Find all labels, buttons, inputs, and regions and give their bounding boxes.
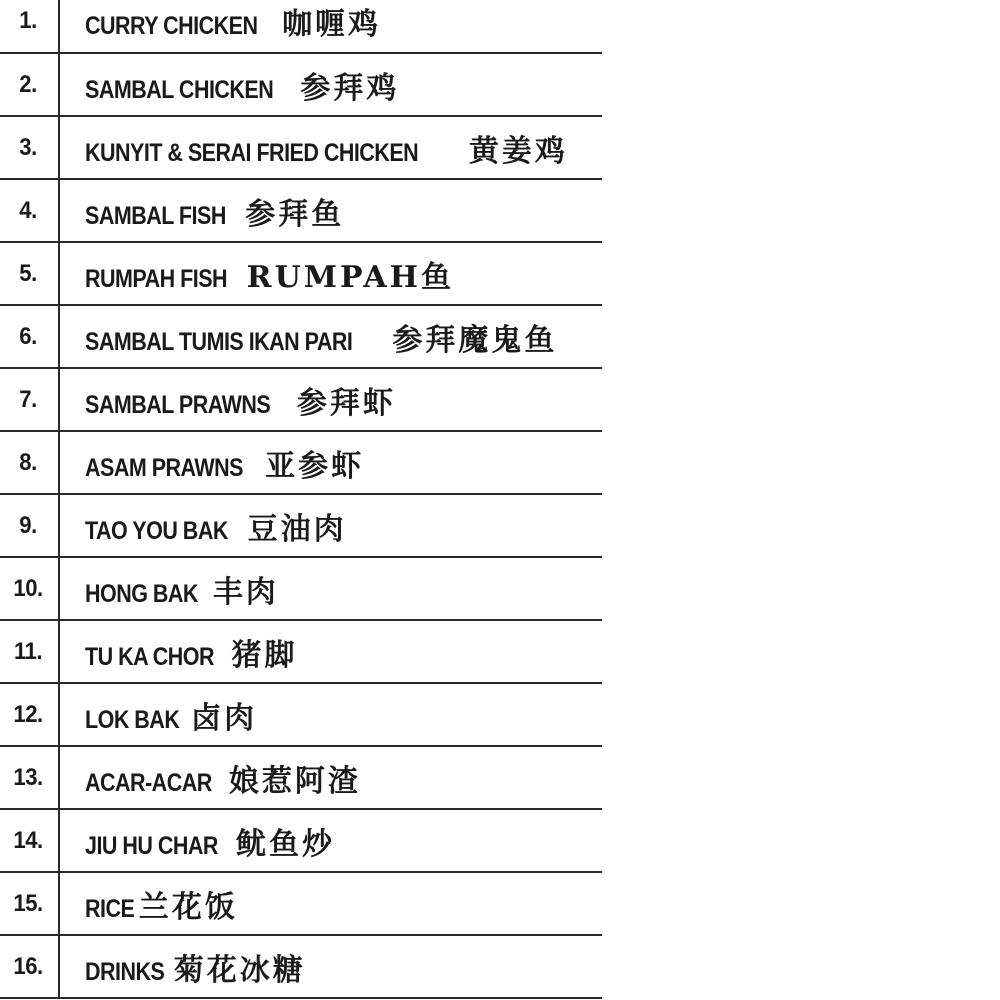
item-name-chinese: 参拜虾 <box>296 385 396 421</box>
item-name <box>59 809 602 872</box>
menu-row <box>0 305 602 368</box>
item-number: 6. <box>0 305 56 368</box>
item-name-chinese: 参拜鱼 <box>245 196 345 232</box>
item-number: 8. <box>0 431 56 494</box>
item-number: 4. <box>0 179 56 242</box>
item-number: 12. <box>0 683 56 746</box>
item-name-chinese: 参拜鸡 <box>300 70 400 106</box>
item-name <box>59 935 602 998</box>
item-name <box>59 305 602 368</box>
item-name-english: TAO YOU BAK <box>85 516 228 545</box>
item-name-chinese: 参拜魔鬼鱼 <box>392 322 558 358</box>
item-name <box>59 746 602 809</box>
item-number: 5. <box>0 242 56 305</box>
menu-row <box>0 242 602 305</box>
item-number: 2. <box>0 53 56 116</box>
menu-row <box>0 683 602 746</box>
item-name-english: ACAR-ACAR <box>85 768 212 797</box>
item-name-english: DRINKS <box>85 957 165 986</box>
item-name-english: SAMBAL FISH <box>85 201 226 230</box>
item-name-english: LOK BAK <box>85 705 180 734</box>
item-name-chinese: 咖喱鸡 <box>282 7 382 42</box>
menu-row <box>0 116 602 179</box>
menu-row <box>0 0 602 53</box>
item-name <box>59 179 602 242</box>
item-name-chinese: 亚参虾 <box>265 448 365 484</box>
item-name-english: KUNYIT & SERAI FRIED CHICKEN <box>85 138 419 167</box>
item-number: 14. <box>0 809 56 872</box>
menu-row <box>0 557 602 620</box>
item-name-english: SAMBAL PRAWNS <box>85 390 271 419</box>
item-name-chinese: 丰肉 <box>212 574 279 610</box>
item-number: 1. <box>0 0 56 53</box>
item-number: 15. <box>0 872 56 935</box>
item-number: 7. <box>0 368 56 431</box>
item-number: 10. <box>0 557 56 620</box>
item-name-chinese: 卤肉 <box>191 700 258 736</box>
item-name-chinese: 菊花冰糖 <box>173 952 306 988</box>
item-name-english: RICE <box>85 894 135 923</box>
item-name <box>59 683 602 746</box>
item-name-english: RUMPAH FISH <box>85 264 228 293</box>
item-name-english: SAMBAL TUMIS IKAN PARI <box>85 327 353 356</box>
menu-row <box>0 746 602 809</box>
menu-row <box>0 53 602 116</box>
menu-row <box>0 935 602 998</box>
item-name <box>59 368 602 431</box>
item-name-chinese: 鱿鱼炒 <box>236 826 336 862</box>
item-name-chinese: RUMPAH鱼 <box>246 259 454 295</box>
item-name <box>59 242 602 305</box>
item-number: 16. <box>0 935 56 998</box>
item-name-english: SAMBAL CHICKEN <box>85 75 274 104</box>
menu-row <box>0 179 602 242</box>
item-name-english: CURRY CHICKEN <box>85 12 258 40</box>
item-name <box>59 872 602 935</box>
item-name <box>59 494 602 557</box>
item-name-english: JIU HU CHAR <box>85 831 218 860</box>
item-name-english: HONG BAK <box>85 579 198 608</box>
item-name <box>59 557 602 620</box>
item-name-chinese: 猪脚 <box>231 637 298 673</box>
menu-row <box>0 620 602 683</box>
item-number: 9. <box>0 494 56 557</box>
item-name-english: TU KA CHOR <box>85 642 215 671</box>
menu-row <box>0 494 602 557</box>
item-name-chinese: 娘惹阿渣 <box>228 763 361 799</box>
item-name-chinese: 豆油肉 <box>247 511 347 547</box>
item-name <box>59 431 602 494</box>
item-number: 11. <box>0 620 56 683</box>
item-name <box>59 116 602 179</box>
item-number: 13. <box>0 746 56 809</box>
menu-row <box>0 431 602 494</box>
item-number: 3. <box>0 116 56 179</box>
item-name <box>59 0 602 53</box>
menu-row <box>0 368 602 431</box>
item-name-chinese: 黄姜鸡 <box>468 133 568 169</box>
menu-row <box>0 809 602 872</box>
item-name-chinese: 兰花饭 <box>138 889 238 925</box>
item-name <box>59 53 602 116</box>
menu-row <box>0 872 602 935</box>
item-name-english: ASAM PRAWNS <box>85 453 243 482</box>
item-name <box>59 620 602 683</box>
